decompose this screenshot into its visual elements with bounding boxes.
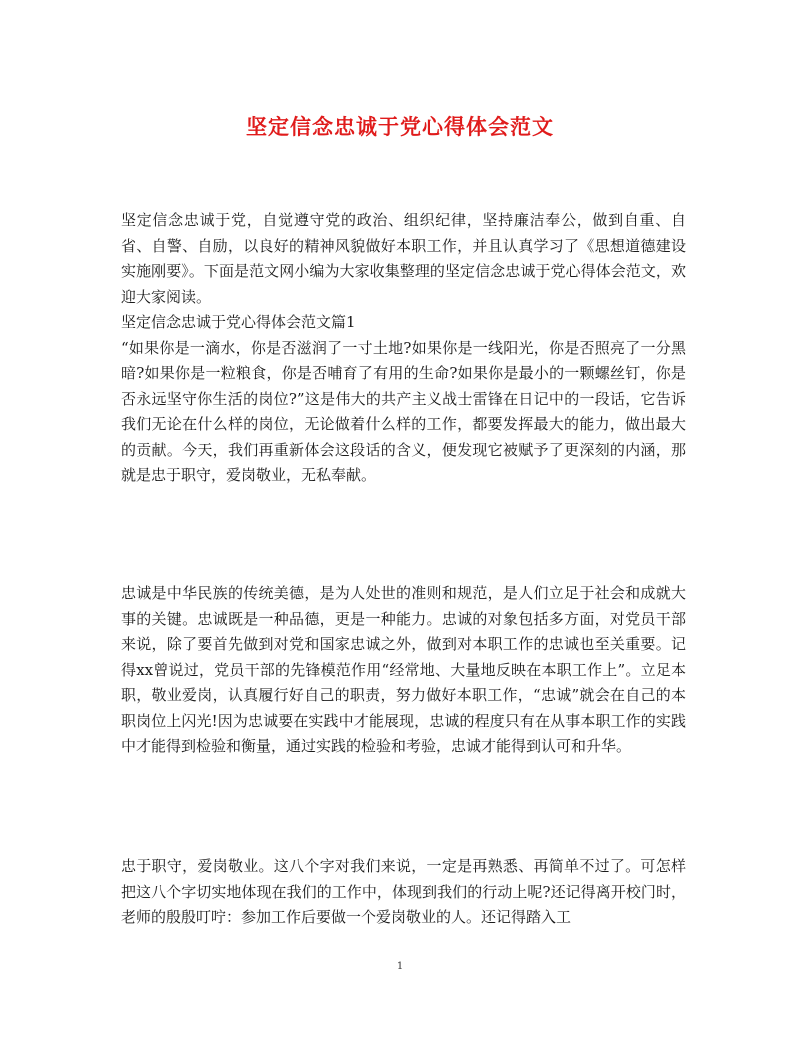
document-title: 坚定信念忠诚于党心得体会范文 (246, 114, 554, 139)
loyalty-paragraph-block (121, 581, 686, 760)
intro-paragraph: 坚定信念忠诚于党，自觉遵守党的政治、组织纪律，坚持廉洁奉公，做到自重、自省、自警、自励，以良好的精神风貌做好本职工作，并且认真学习了《思想道德建设实施刚要》。下面是范文网小编为大家收集整理的坚定信念忠诚于党心得体会范文，欢迎大家阅读。 (121, 211, 686, 306)
dedication-paragraph: 忠于职守，爱岗敬业。这八个字对我们来说，一定是再熟悉、再简单不过了。可怎样把这八个字切实地体现在我们的工作中，体现到我们的行动上呢?还记得离开校门时，老师的殷殷叮咛：参加工作后要做一个爱岗敬业的人。还记得踏入工 (121, 857, 686, 926)
first-section (121, 208, 686, 489)
quote-paragraph: “如果你是一滴水，你是否滋润了一寸土地?如果你是一线阳光，你是否照亮了一分黑暗?如果你是一粒粮食，你是否哺育了有用的生命?如果你是最小的一颗螺丝钉，你是否永远坚守你生活的岗位?”这是伟大的共产主义战士雷锋在日记中的一段话，它告诉我们无论在什么样的岗位，无论做着什么样的工作，都要发挥最大的能力，做出最大的贡献。今天，我们再重新体会这段话的含义，便发现它被赋予了更深刻的内涵，那就是忠于职守，爱岗敬业，无私奉献。 (121, 338, 686, 484)
section-heading: 坚定信念忠诚于党心得体会范文篇1 (121, 313, 356, 331)
loyalty-paragraph: 忠诚是中华民族的传统美德，是为人处世的准则和规范，是人们立足于社会和成就大事的关键。忠诚既是一种品德，更是一种能力。忠诚的对象包括多方面，对党员干部来说，除了要首先做到对党和国家忠诚之外，做到对本职工作的忠诚也至关重要。记得xx曾说过，党员干部的先锋模范作用“经常地、大量地反映在本职工作上”。立足本职，敬业爱岗，认真履行好自己的职责，努力做好本职工作，“忠诚”就会在自己的本职岗位上闪光!因为忠诚要在实践中才能展现，忠诚的程度只有在从事本职工作的实践中才能得到检验和衡量，通过实践的检验和考验，忠诚才能得到认可和升华。 (121, 584, 686, 755)
dedication-paragraph-block (121, 854, 686, 931)
page-number: 1 (396, 961, 404, 972)
